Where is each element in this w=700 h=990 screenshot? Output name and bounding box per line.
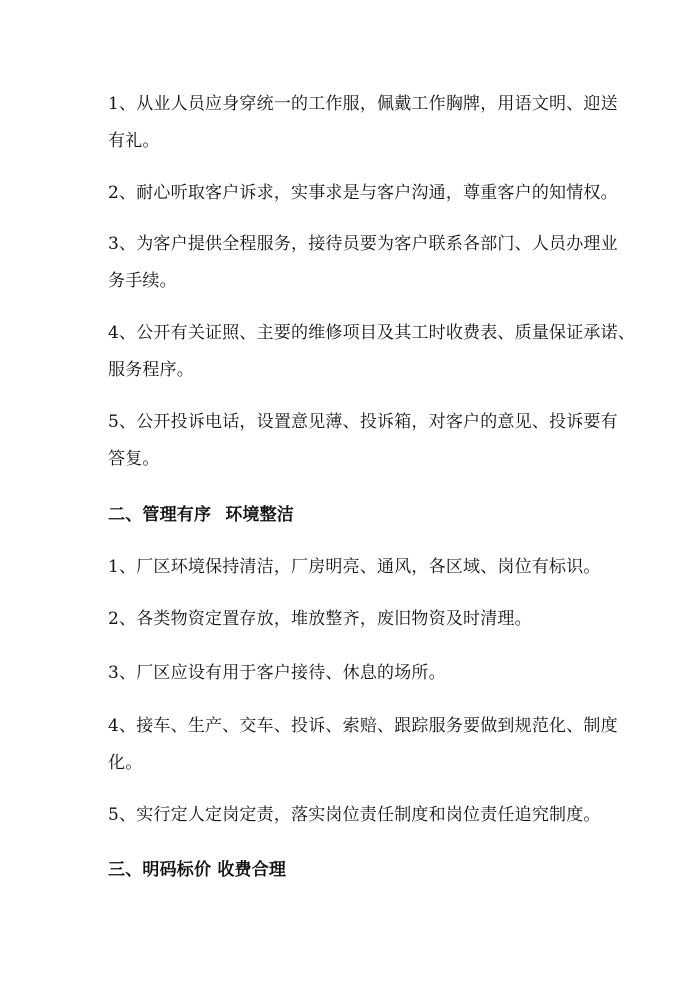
paragraph-item (108, 549, 608, 586)
section-heading-part: 环境整洁 (225, 505, 295, 525)
section-heading-part: 二、管理有序 (108, 505, 212, 525)
paragraph-item (108, 797, 608, 834)
section-heading (108, 497, 608, 534)
paragraph-line: 5、实行定人定岗定责，落实岗位责任制度和岗位责任追究制度。 (108, 805, 601, 825)
paragraph-line: 4、公开有关证照、主要的维修项目及其工时收费表、质量保证承诺、 (108, 323, 636, 343)
paragraph-item (108, 655, 608, 692)
paragraph-item (108, 315, 636, 389)
paragraph-line: 务手续。 (108, 271, 177, 291)
section-heading-text: 三、明码标价 收费合理 (108, 860, 287, 880)
paragraph-line: 1、厂区环境保持清洁，厂房明亮、通风，各区域、岗位有标识。 (108, 557, 601, 577)
paragraph-line: 5、公开投诉电话，设置意见薄、投诉箱，对客户的意见、投诉要有 (108, 412, 618, 432)
paragraph-line: 3、为客户提供全程服务，接待员要为客户联系各部门、人员办理业 (108, 234, 618, 254)
paragraph-line: 化。 (108, 753, 143, 773)
section-heading (108, 852, 608, 889)
paragraph-line: 1、从业人员应身穿统一的工作服，佩戴工作胸牌，用语文明、迎送 (108, 94, 618, 114)
paragraph-line: 3、厂区应设有用于客户接待、休息的场所。 (108, 663, 446, 683)
paragraph-item (108, 601, 608, 638)
paragraph-item (108, 86, 618, 160)
paragraph-line: 答复。 (108, 449, 160, 469)
paragraph-line: 4、接车、生产、交车、投诉、索赔、跟踪服务要做到规范化、制度 (108, 716, 618, 736)
paragraph-line: 有礼。 (108, 131, 160, 151)
paragraph-item (108, 708, 618, 782)
paragraph-line: 服务程序。 (108, 360, 194, 380)
paragraph-item (108, 175, 618, 212)
paragraph-item (108, 226, 618, 300)
paragraph-item (108, 404, 618, 478)
paragraph-line: 2、耐心听取客户诉求，实事求是与客户沟通，尊重客户的知情权。 (108, 183, 618, 203)
paragraph-line: 2、各类物资定置存放，堆放整齐，废旧物资及时清理。 (108, 609, 532, 629)
